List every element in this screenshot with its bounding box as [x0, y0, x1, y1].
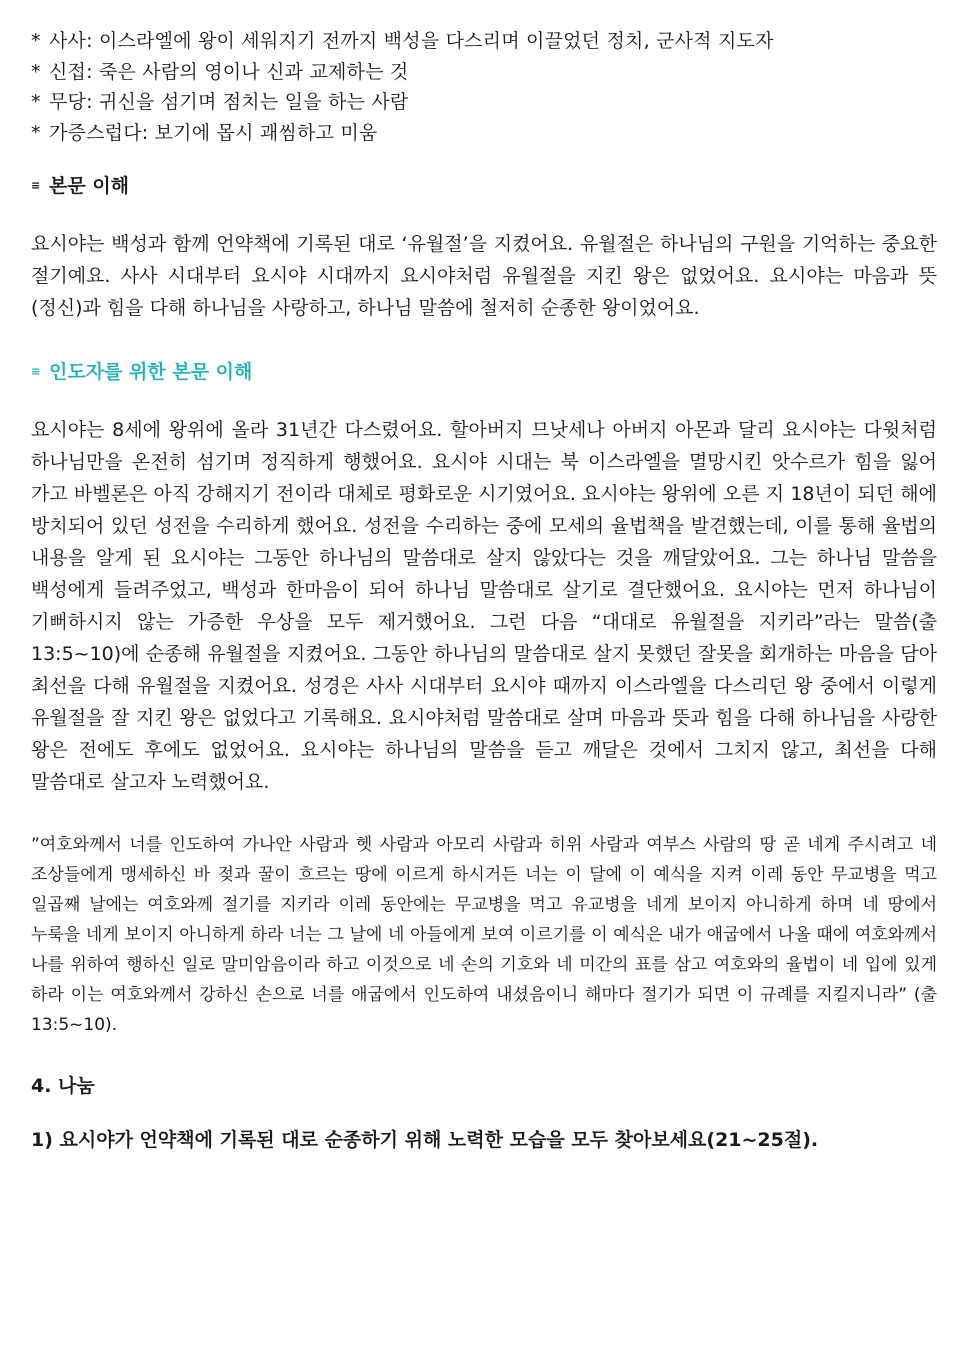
section-body-paragraph: 요시야는 백성과 함께 언약책에 기록된 대로 ‘유월절’을 지켰어요. 유월절은 하나님의 구원을 기억하는 중요한 절기예요. 사사 시대부터 요시야 시대까지 요시야처럼 유월절을 지킨 왕은 없었어요. 요시야는 마음과 뜻(정신)과 힘을 다해 하나님을 사랑하고, 하나님 말씀에 철저히 순종한 왕이었어요.: [31, 233, 937, 319]
glossary-text: 무당: 귀신을 섬기며 점치는 일을 하는 사람: [49, 91, 409, 113]
glossary-marker: *: [31, 60, 41, 83]
glossary-marker: *: [31, 30, 41, 52]
section-heading-leader-guide: [31, 358, 937, 386]
document-page: [31, 26, 937, 1154]
glossary-item: [31, 118, 937, 149]
section-heading-text-understanding: [31, 172, 937, 200]
glossary-list: [31, 26, 937, 148]
heading-bullet-icon: ≡: [31, 179, 41, 192]
glossary-text: 사사: 이스라엘에 왕이 세워지기 전까지 백성을 다스리며 이끌었던 정치, 군사적 지도자: [49, 30, 774, 52]
glossary-item: [31, 57, 937, 88]
glossary-item: [31, 87, 937, 118]
glossary-item: [31, 26, 937, 57]
glossary-marker: *: [31, 121, 41, 144]
section-body-paragraph: 요시야는 8세에 왕위에 올라 31년간 다스렸어요. 할아버지 므낫세나 아버지 아몬과 달리 요시야는 다윗처럼 하나님만을 온전히 섬기며 정직하게 행했어요. 요시야 시대는 북 이스라엘을 멸망시킨 앗수르가 힘을 잃어 가고 바벨론은 아직 강해지기 전이라 대체로 평화로운 시기였어요. 요시야는 왕위에 오른 지 18년이 되던 해에 방치되어 있던 성전을 수리하게 했어요. 성전을 수리하는 중에 모세의 율법책을 발견했는데, 이를 통해 율법의 내용을 알게 된 요시야는 그동안 하나님의 말씀대로 살지 않았다는 것을 깨달았어요. 그는 하나님 말씀을 백성에게 들려주었고, 백성과 한마음이 되어 하나님 말씀대로 살기로 결단했어요. 요시야는 먼저 하나님이 기뻐하시지 않는 가증한 우상을 모두 제거했어요. 그런 다음 “대대로 유월절을 지키라”라는 말씀(출 13:5~10)에 순종해 유월절을 지켰어요. 그동안 하나님의 말씀대로 살지 못했던 잘못을 회개하는 마음을 담아 최선을 다해 유월절을 지켰어요. 성경은 사사 시대부터 요시야 때까지 이스라엘을 다스리던 왕 중에서 이렇게 유월절을 잘 지킨 왕은 없었다고 기록해요. 요시야처럼 말씀대로 살며 마음과 뜻과 힘을 다해 하나님을 사랑한 왕은 전에도 후에도 없었어요. 요시야는 하나님의 말씀을 듣고 깨달은 것에서 그치지 않고, 최선을 다해 말씀대로 살고자 노력했어요.: [31, 419, 937, 793]
section-title-sharing: 4. 나눔: [31, 1075, 95, 1097]
glossary-marker: *: [31, 91, 41, 113]
section-title: 본문 이해: [49, 175, 130, 197]
glossary-text: 신접: 죽은 사람의 영이나 신과 교제하는 것: [49, 60, 409, 83]
section-title: 인도자를 위한 본문 이해: [49, 361, 253, 383]
glossary-text: 가증스럽다: 보기에 몹시 괘씸하고 미움: [49, 121, 378, 144]
heading-bullet-icon: ≡: [31, 365, 41, 378]
scripture-quote: ”여호와께서 너를 인도하여 가나안 사람과 헷 사람과 아모리 사람과 히위 사람과 여부스 사람의 땅 곧 네게 주시려고 네 조상들에게 맹세하신 바 젖과 꿀이 흐르는 땅에 이르게 하시거든 너는 이 달에 이 예식을 지켜 이레 동안 무교병을 먹고 일곱째 날에는 여호와께 절기를 지키라 이레 동안에는 무교병을 먹고 유교병을 네게 보이지 아니하게 하며 네 땅에서 누룩을 네게 보이지 아니하게 하라 너는 그 날에 네 아들에게 보여 이르기를 이 예식은 내가 애굽에서 나올 때에 여호와께서 나를 위하여 행하신 일로 말미암음이라 하고 이것으로 네 손의 기호와 네 미간의 표를 삼고 여호와의 율법이 네 입에 있게 하라 이는 여호와께서 강하신 손으로 너를 애굽에서 인도하여 내셨음이니 해마다 절기가 되면 이 규례를 지킬지니라” (출 13:5~10).: [31, 835, 937, 1035]
question-item: 1) 요시야가 언약책에 기록된 대로 순종하기 위해 노력한 모습을 모두 찾아보세요(21~25절).: [31, 1129, 819, 1151]
